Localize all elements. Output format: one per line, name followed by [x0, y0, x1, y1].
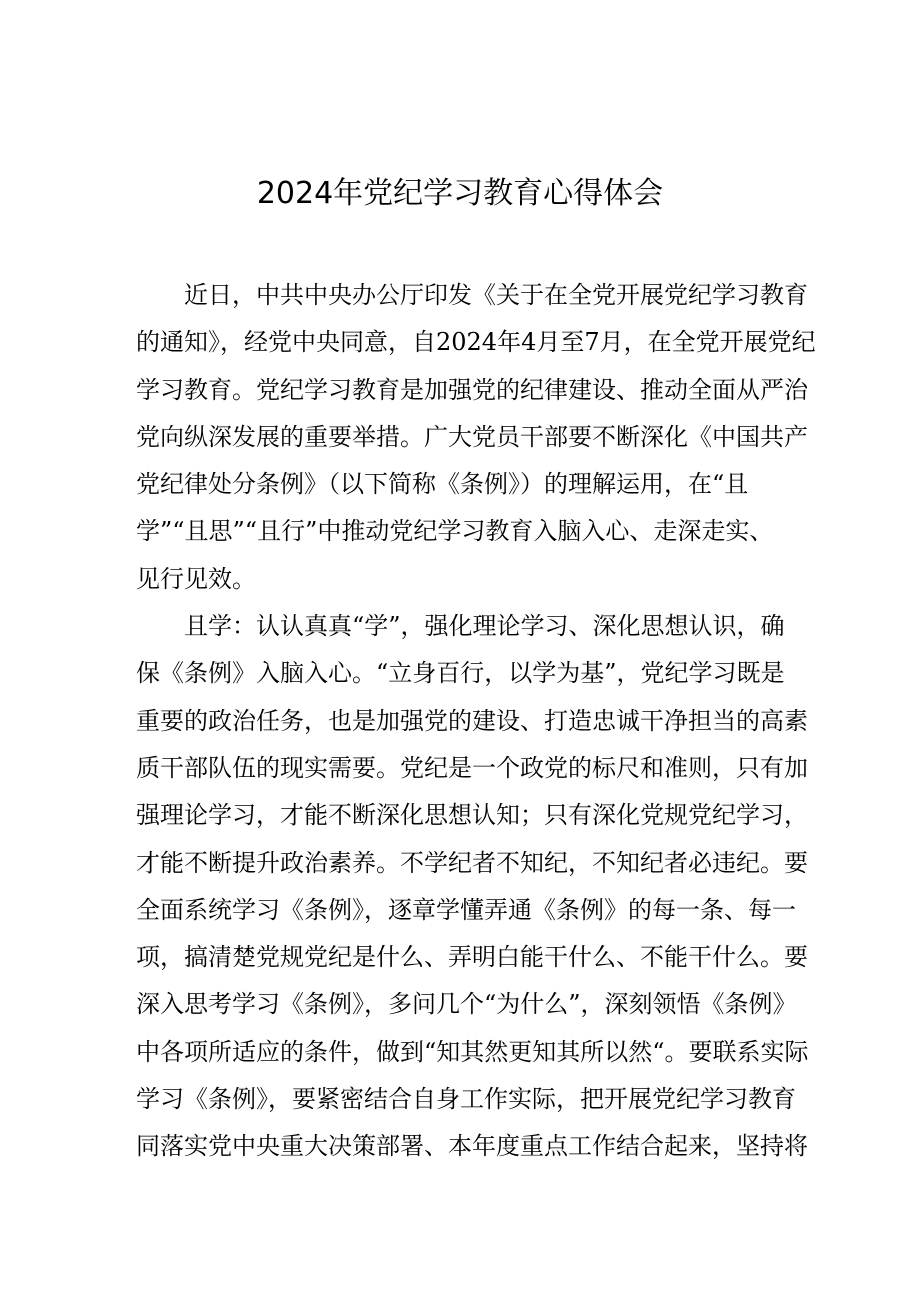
paragraph-line: 且学：认认真真“学”，强化理论学习、深化思想认识，确 [184, 612, 785, 641]
paragraph-line: 质干部队伍的现实需要。党纪是一个政党的标尺和准则，只有加 [136, 753, 808, 782]
paragraph-line: 深入思考学习《条例》，多问几个“为什么”，深刻领悟《条例》 [136, 990, 797, 1019]
paragraph-2 [136, 603, 809, 1171]
paragraph-line: 见行见效。 [136, 564, 256, 593]
paragraph-line: 党向纵深发展的重要举措。广大党员干部要不断深化《中国共产 [136, 422, 808, 451]
paragraph-line: 学习《条例》，要紧密结合自身工作实际，把开展党纪学习教育 [136, 1085, 796, 1114]
document-body [136, 272, 816, 1171]
document-title: 2024年党纪学习教育心得体会 [256, 176, 664, 211]
paragraph-line: 重要的政治任务，也是加强党的建设、打造忠诚干净担当的高素 [136, 706, 808, 735]
paragraph-line: 保《条例》入脑入心。“立身百行，以学为基”，党纪学习既是 [136, 659, 785, 688]
paragraph-line: 项，搞清楚党规党纪是什么、弄明白能干什么、不能干什么。要 [136, 943, 808, 972]
paragraph-line: 党纪律处分条例》（以下简称《条例》）的理解运用，在“且 [136, 470, 749, 499]
paragraph-line: 强理论学习，才能不断深化思想认知；只有深化党规党纪学习， [136, 801, 808, 830]
paragraph-line: 近日，中共中央办公厅印发《关于在全党开展党纪学习教育 [184, 281, 808, 309]
paragraph-line: 全面系统学习《条例》，逐章学懂弄通《条例》的每一条、每一 [136, 895, 796, 924]
paragraph-line: 学习教育。党纪学习教育是加强党的纪律建设、推动全面从严治 [136, 375, 808, 404]
paragraph-line: 学”“且思”“且行”中推动党纪学习教育入脑入心、走深走实、 [136, 517, 774, 546]
paragraph-1 [136, 272, 816, 603]
paragraph-line: 同落实党中央重大决策部署、本年度重点工作结合起来，坚持将 [136, 1132, 808, 1161]
paragraph-line: 的通知》，经党中央同意，自2024年4月至7月，在全党开展党纪 [136, 328, 816, 357]
paragraph-line: 中各项所适应的条件，做到“知其然更知其所以然“。要联系实际 [136, 1037, 809, 1066]
paragraph-line: 才能不断提升政治素养。不学纪者不知纪，不知纪者必违纪。要 [136, 848, 808, 877]
